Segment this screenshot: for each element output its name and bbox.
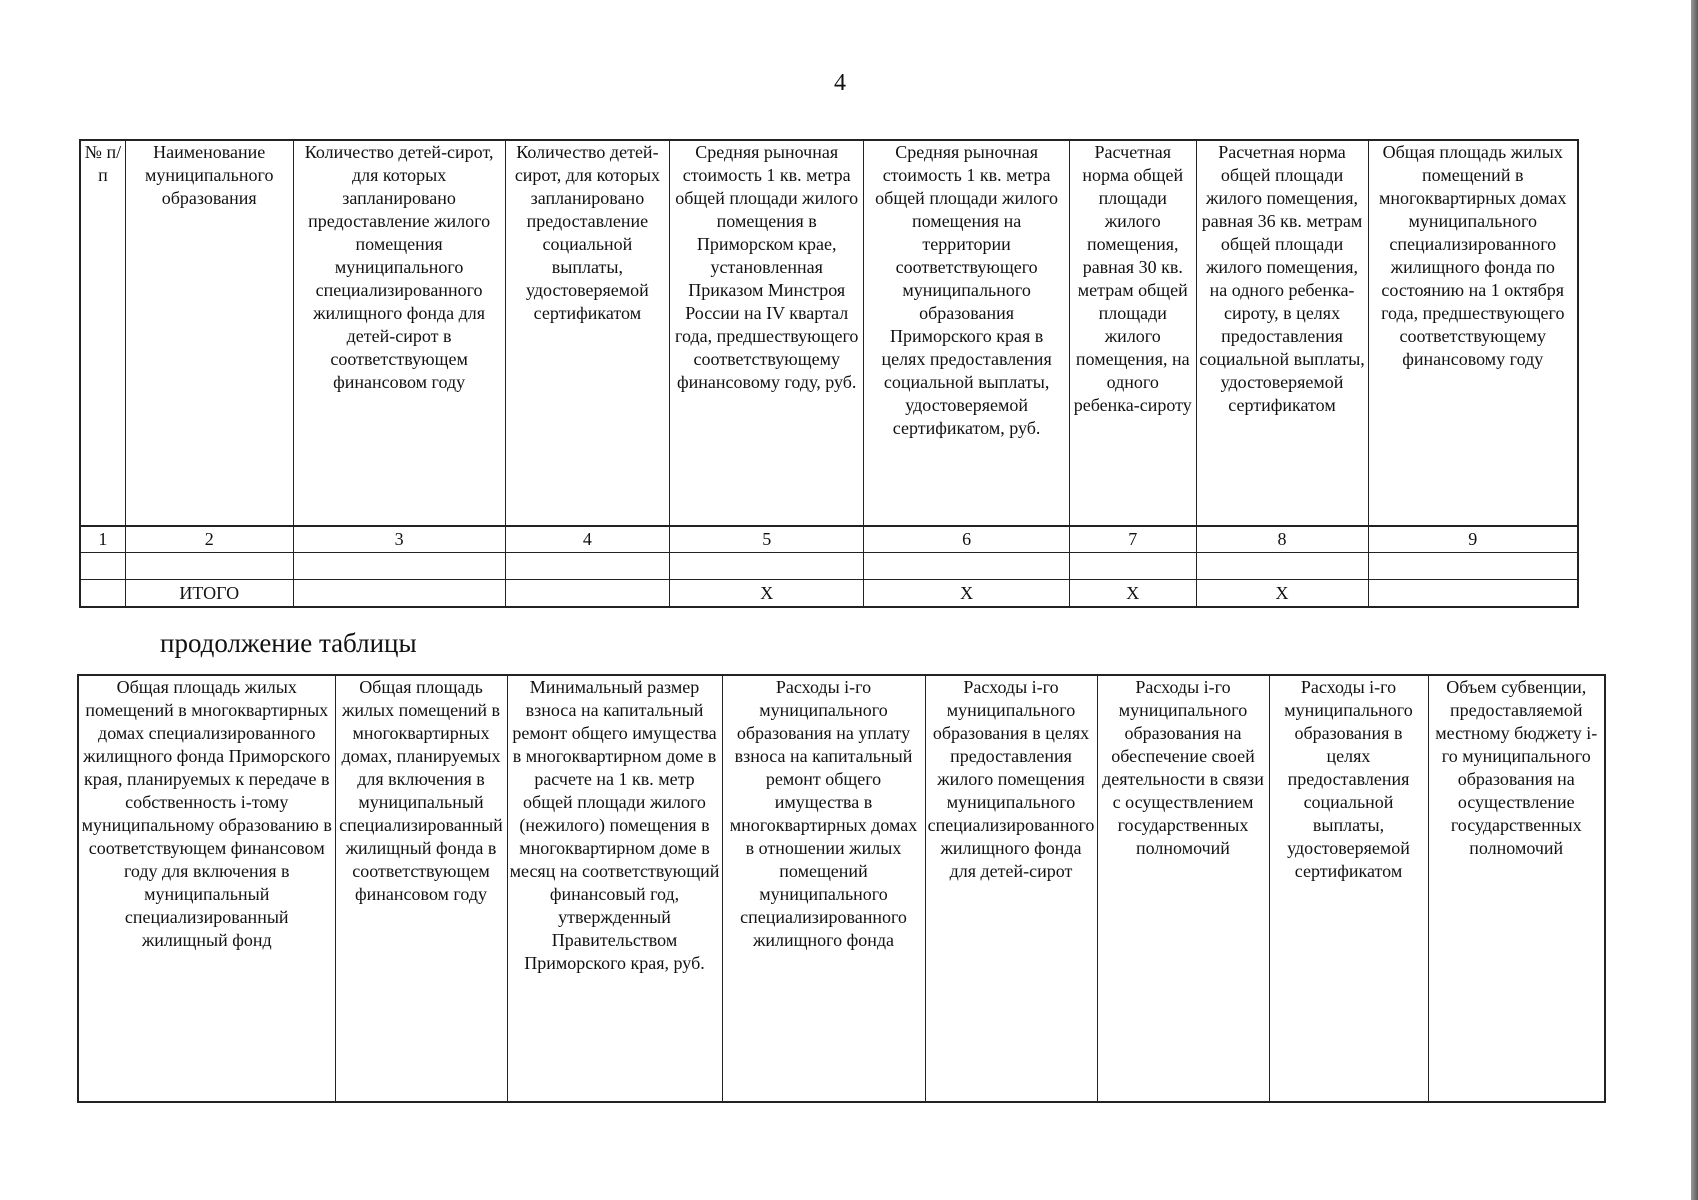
subvention-table-continued — [77, 674, 1606, 1103]
table-cell — [80, 553, 125, 580]
page-number: 4 — [834, 70, 846, 96]
column-number: 7 — [1069, 526, 1196, 553]
column-header: Объем субвенции, предоставляемой местному бюджету i-го муниципального образования на осуществление государственных полномочий — [1428, 675, 1605, 1102]
column-header: Количество детей-сирот, для которых запланировано предоставление жилого помещения муниципального специализированного жилищного фонда для детей-сирот в соответствующем финансовом году — [293, 140, 505, 526]
column-header: Расчетная норма общей площади жилого помещения, равная 30 кв. метрам общей площади жилого помещения, на одного ребенка-сироту — [1069, 140, 1196, 526]
column-header: Наименование муниципального образования — [125, 140, 293, 526]
table-cell — [293, 553, 505, 580]
column-number: 5 — [670, 526, 864, 553]
column-header: Расходы i-го муниципального образования в целях предоставления жилого помещения муниципального специализированного жилищного фонда для детей-сирот — [925, 675, 1097, 1102]
column-header: Средняя рыночная стоимость 1 кв. метра общей площади жилого помещения на территории соответствующего муниципального образования Приморского края в целях предоставления социальной выплаты, удостоверяемой сертификатом, руб. — [864, 140, 1070, 526]
total-label: ИТОГО — [125, 580, 293, 608]
table-row — [80, 553, 1578, 580]
table-cell — [80, 580, 125, 608]
column-header: Расходы i-го муниципального образования в целях предоставления социальной выплаты, удостоверяемой сертификатом — [1269, 675, 1428, 1102]
table-cell — [125, 553, 293, 580]
column-header: Расчетная норма общей площади жилого помещения, равная 36 кв. метрам общей площади жилого помещения, на одного ребенка-сироту, в целях предоставления социальной выплаты, удостоверяемой сертификатом — [1196, 140, 1368, 526]
table-cell — [864, 553, 1070, 580]
column-header: № п/п — [80, 140, 125, 526]
table-cell — [1196, 553, 1368, 580]
column-number: 3 — [293, 526, 505, 553]
column-header: Количество детей-сирот, для которых запланировано предоставление социальной выплаты, удостоверяемой сертификатом — [505, 140, 670, 526]
total-row — [80, 580, 1578, 608]
table-cell: Х — [670, 580, 864, 608]
scan-page-edge — [1691, 0, 1698, 1200]
table-cell — [670, 553, 864, 580]
column-number: 9 — [1368, 526, 1578, 553]
table-cell: Х — [1069, 580, 1196, 608]
column-header: Общая площадь жилых помещений в многоквартирных домах муниципального специализированного жилищного фонда по состоянию на 1 октября года, предшествующего соответствующему финансовому году — [1368, 140, 1578, 526]
table-cell — [1368, 553, 1578, 580]
table-cell — [1368, 580, 1578, 608]
table-cell — [1069, 553, 1196, 580]
column-header: Общая площадь жилых помещений в многоквартирных домах, планируемых для включения в муниципальный специализированный жилищный фонда в соответствующем финансовом году — [335, 675, 507, 1102]
table-cell — [293, 580, 505, 608]
subvention-table — [79, 139, 1579, 608]
column-number-row — [80, 526, 1578, 553]
column-header: Общая площадь жилых помещений в многоквартирных домах специализированного жилищного фонда Приморского края, планируемых к передаче в собственность i-тому муниципальному образованию в соответствующем финансовом году для включения в муниципальный специализированный жилищный фонд — [78, 675, 335, 1102]
column-header: Средняя рыночная стоимость 1 кв. метра общей площади жилого помещения в Приморском крае, установленная Приказом Минстроя России на IV квартал года, предшествующего соответствующему финансовому году, руб. — [670, 140, 864, 526]
column-number: 2 — [125, 526, 293, 553]
column-number: 6 — [864, 526, 1070, 553]
table-header-row — [78, 675, 1605, 1102]
column-header: Расходы i-го муниципального образования на обеспечение своей деятельности в связи с осуществлением государственных полномочий — [1097, 675, 1269, 1102]
table-cell — [505, 553, 670, 580]
table-cell: Х — [864, 580, 1070, 608]
table-cell: Х — [1196, 580, 1368, 608]
table-header-row — [80, 140, 1578, 526]
column-header: Расходы i-го муниципального образования на уплату взноса на капитальный ремонт общего имущества в многоквартирных домах в отношении жилых помещений муниципального специализированного жилищного фонда — [722, 675, 925, 1102]
column-header: Минимальный размер взноса на капитальный ремонт общего имущества в многоквартирном доме в расчете на 1 кв. метр общей площади жилого (нежилого) помещения в многоквартирном доме в месяц на соответствующий финансовый год, утвержденный Правительством Приморского края, руб. — [507, 675, 722, 1102]
column-number: 8 — [1196, 526, 1368, 553]
column-number: 4 — [505, 526, 670, 553]
column-number: 1 — [80, 526, 125, 553]
table-cell — [505, 580, 670, 608]
continuation-label: продолжение таблицы — [160, 628, 417, 658]
